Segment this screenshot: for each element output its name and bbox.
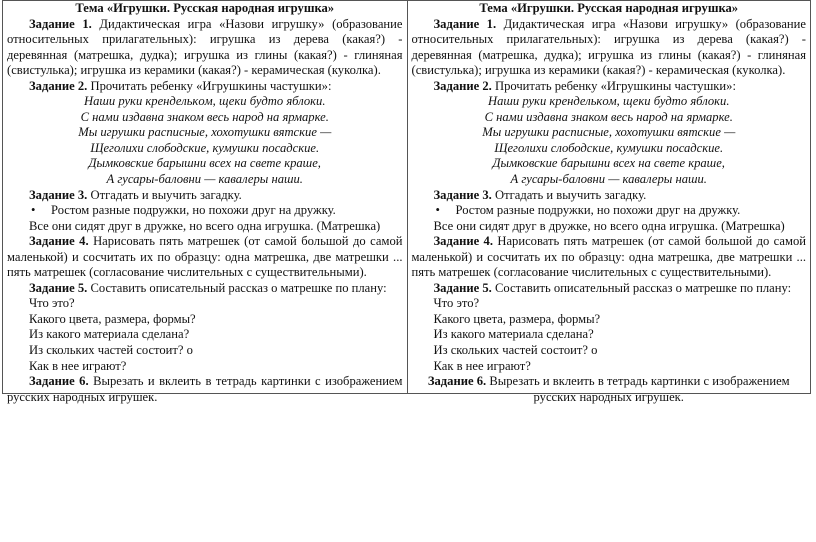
poem-line: Щеголихи слободские, кумушки посадские.	[494, 140, 724, 155]
poem-line: С нами издавна знаком весь народ на ярмарке.	[484, 109, 733, 124]
plan-question: Какого цвета, размера, формы?	[29, 311, 196, 326]
task-4-text: Нарисовать пять матрешек (от самой большой до самой маленькой) и сосчитать их по образцу: одна матрешка, две матрешки ... пять матрешек (согласование числительных с существительными).	[411, 234, 806, 280]
task-4	[7, 234, 403, 281]
task-6-text: Вырезать и вклеить в тетрадь картинки с изображением русских народных игрушек.	[7, 374, 403, 404]
page-title: Тема «Игрушки. Русская народная игрушка»	[75, 1, 335, 15]
task-5-label: Задание 5.	[29, 280, 88, 295]
task-4-label: Задание 4.	[29, 234, 89, 249]
task-3-text: Отгадать и выучить загадку.	[90, 187, 242, 202]
riddle-line	[7, 203, 403, 219]
task-3	[7, 188, 403, 204]
poem-line: Щеголихи слободские, кумушки посадские.	[90, 140, 320, 155]
task-4-text: Нарисовать пять матрешек (от самой большой до самой маленькой) и сосчитать их по образцу: одна матрешка, две матрешки ... пять матрешек (согласование числительных с существительными).	[7, 234, 403, 280]
task-5	[412, 281, 807, 297]
poem-line: Мы игрушки расписные, хохотушки вятские —	[482, 125, 736, 140]
task-1-text: Дидактическая игра «Назови игрушку» (образование относительных прилагательных): игрушка из дерева (какая?) - деревянная (матрешка, дудка); игрушка из глины (какая?) - глиняная (свистулька); игрушка из керамики (какая?) - керамическая (куколка).	[411, 16, 806, 78]
poem-line: Мы игрушки расписные, хохотушки вятские —	[78, 125, 332, 140]
riddle-text: Ростом разные подружки, но похожи друг на дружку.	[51, 203, 336, 218]
bullet-icon: •	[31, 203, 36, 218]
poem-line: А гусары-баловни — кавалеры наши.	[106, 172, 303, 187]
plan-question: Из какого материала сделана?	[433, 327, 594, 342]
task-6-label: Задание 6.	[29, 374, 89, 389]
task-2-label: Задание 2.	[29, 78, 88, 93]
plan-question: Что это?	[29, 296, 75, 311]
task-6-label: Задание 6.	[427, 374, 487, 389]
riddle-line	[412, 203, 807, 219]
task-5-text: Составить описательный рассказ о матрешке по плану:	[494, 280, 792, 295]
right-column	[407, 1, 811, 404]
task-5-text: Составить описательный рассказ о матрешке по плану:	[90, 280, 387, 295]
poem-line: Наши руки кренделькoм, щеки будто яблоки.	[83, 94, 326, 109]
plan-question: Как в нее играют?	[433, 358, 531, 373]
task-2	[7, 79, 403, 95]
task-5-label: Задание 5.	[433, 280, 492, 295]
task-5	[7, 281, 403, 297]
task-1-label: Задание 1.	[29, 16, 92, 31]
plan-question: Из скольких частей состоит? о	[433, 343, 598, 358]
plan-question: Как в нее играют?	[29, 358, 127, 373]
poem-line: Дымковские барышни всех на свете краше,	[88, 156, 321, 171]
task-2-text: Прочитать ребенку «Игрушкины частушки»:	[494, 78, 736, 93]
riddle-answer: Все они сидят друг в дружке, но всего одна игрушка. (Матрешка)	[433, 218, 785, 233]
task-3-text: Отгадать и выучить загадку.	[494, 187, 647, 202]
task-1	[412, 17, 807, 79]
poem-line: Дымковские барышни всех на свете краше,	[492, 156, 725, 171]
task-1-label: Задание 1.	[433, 16, 497, 31]
plan-question: Из какого материала сделана?	[29, 327, 190, 342]
plan-question: Какого цвета, размера, формы?	[433, 311, 601, 326]
plan-question: Из скольких частей состоит? о	[29, 343, 193, 358]
left-column	[3, 1, 407, 404]
task-3	[412, 188, 807, 204]
task-1-text: Дидактическая игра «Назови игрушку» (образование относительных прилагательных): игрушка из дерева (какая?) - деревянная (матрешка, дудка); игрушка из глины (какая?) - глиняная (свистулька); игрушка из керамики (какая?) - керамическая (куколка).	[7, 16, 403, 78]
task-3-label: Задание 3.	[29, 187, 88, 202]
bullet-icon: •	[435, 203, 440, 218]
task-6	[7, 374, 403, 405]
task-2-text: Прочитать ребенку «Игрушкины частушки»:	[90, 78, 332, 93]
task-2	[412, 79, 807, 95]
page-title: Тема «Игрушки. Русская народная игрушка»	[479, 1, 739, 15]
plan-question: Что это?	[433, 296, 480, 311]
poem-line: А гусары-баловни — кавалеры наши.	[510, 172, 707, 187]
task-6-text: Вырезать и вклеить в тетрадь картинки с изображением русских народных игрушек.	[489, 374, 790, 404]
worksheet-table	[2, 0, 811, 404]
task-6	[412, 374, 807, 405]
task-3-label: Задание 3.	[433, 187, 492, 202]
poem-line: С нами издавна знаком весь народ на ярмарке.	[80, 109, 329, 124]
task-4	[412, 234, 807, 281]
riddle-text: Ростом разные подружки, но похожи друг на дружку.	[455, 203, 741, 218]
poem-line: Наши руки кренделькoм, щеки будто яблоки.	[487, 94, 730, 109]
task-4-label: Задание 4.	[433, 234, 493, 249]
riddle-answer: Все они сидят друг в дружке, но всего одна игрушка. (Матрешка)	[29, 218, 381, 233]
task-2-label: Задание 2.	[433, 78, 492, 93]
task-1	[7, 17, 403, 79]
